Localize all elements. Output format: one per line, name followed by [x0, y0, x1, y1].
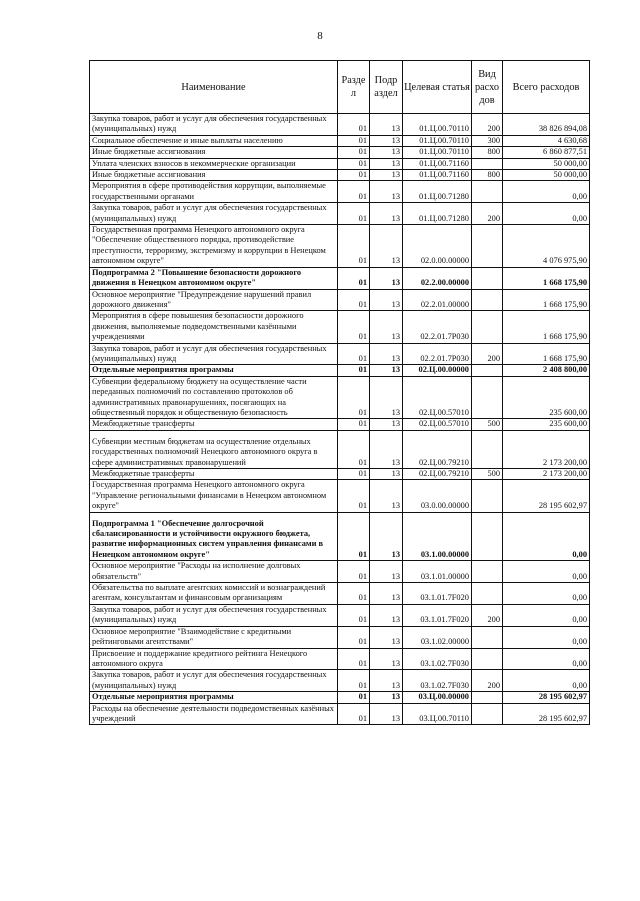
cell-target: 02.Ц.00.79210	[403, 430, 472, 468]
cell-target: 01.Ц.00.70110	[403, 147, 472, 158]
cell-kind	[472, 583, 503, 605]
cell-section: 01	[338, 225, 370, 268]
cell-section: 01	[338, 670, 370, 692]
header-kind: Вид расхо дов	[472, 61, 503, 114]
cell-name: Основное мероприятие "Расходы на исполнение долговых обязательств"	[90, 561, 338, 583]
cell-name: Мероприятия в сфере повышения безопасности дорожного движения, выполняемые подведомственными казёнными учреждениями	[90, 311, 338, 343]
cell-subsection: 13	[370, 430, 403, 468]
cell-section: 01	[338, 626, 370, 648]
cell-section: 01	[338, 343, 370, 365]
cell-total: 0,00	[503, 626, 590, 648]
cell-name: Межбюджетные трансферты	[90, 419, 338, 430]
table-row	[90, 135, 590, 146]
table-row	[90, 626, 590, 648]
table-row	[90, 147, 590, 158]
cell-target: 01.Ц.00.70110	[403, 114, 472, 136]
cell-name: Мероприятия в сфере противодействия коррупции, выполняемые государственными органами	[90, 181, 338, 203]
cell-name: Закупка товаров, работ и услуг для обеспечения государственных (муниципальных) нужд	[90, 343, 338, 365]
cell-target: 03.1.01.00000	[403, 561, 472, 583]
cell-section: 01	[338, 703, 370, 725]
cell-target: 03.1.02.00000	[403, 626, 472, 648]
cell-name: Основное мероприятие "Предупреждение нарушений правил дорожного движения"	[90, 289, 338, 311]
cell-kind	[472, 692, 503, 703]
cell-target: 02.Ц.00.57010	[403, 419, 472, 430]
table-row	[90, 158, 590, 169]
cell-total: 0,00	[503, 561, 590, 583]
table-row	[90, 181, 590, 203]
table-row	[90, 604, 590, 626]
header-total: Всего расходов	[503, 61, 590, 114]
cell-target: 03.1.02.7F030	[403, 670, 472, 692]
table-row	[90, 225, 590, 268]
table-row	[90, 343, 590, 365]
table-row	[90, 114, 590, 136]
cell-section: 01	[338, 170, 370, 181]
cell-subsection: 13	[370, 343, 403, 365]
cell-name: Закупка товаров, работ и услуг для обеспечения государственных (муниципальных) нужд	[90, 670, 338, 692]
cell-kind	[472, 626, 503, 648]
cell-name: Основное мероприятие "Взаимодействие с кредитными рейтинговыми агентствами"	[90, 626, 338, 648]
cell-kind	[472, 267, 503, 289]
cell-subsection: 13	[370, 170, 403, 181]
header-name: Наименование	[90, 61, 338, 114]
cell-total: 1 668 175,90	[503, 267, 590, 289]
cell-subsection: 13	[370, 512, 403, 561]
cell-total: 28 195 602,97	[503, 692, 590, 703]
cell-subsection: 13	[370, 203, 403, 225]
cell-subsection: 13	[370, 225, 403, 268]
cell-target: 03.0.00.00000	[403, 480, 472, 512]
cell-kind: 200	[472, 203, 503, 225]
page-number: 8	[317, 30, 323, 42]
cell-total: 38 826 894,08	[503, 114, 590, 136]
table-row	[90, 561, 590, 583]
cell-total: 1 668 175,90	[503, 289, 590, 311]
cell-name: Отдельные мероприятия программы	[90, 692, 338, 703]
cell-section: 01	[338, 604, 370, 626]
cell-target: 03.1.01.7F020	[403, 583, 472, 605]
cell-target: 03.1.00.00000	[403, 512, 472, 561]
table-row	[90, 267, 590, 289]
cell-kind	[472, 225, 503, 268]
cell-subsection: 13	[370, 583, 403, 605]
header-section: Разде л	[338, 61, 370, 114]
cell-name: Закупка товаров, работ и услуг для обеспечения государственных (муниципальных) нужд	[90, 114, 338, 136]
cell-name: Субвенции местным бюджетам на осуществление отдельных государственных полномочий Ненецкого автономного округа в сфере административных правонарушений	[90, 430, 338, 468]
cell-kind	[472, 648, 503, 670]
cell-total: 0,00	[503, 181, 590, 203]
table-row	[90, 376, 590, 419]
budget-table	[89, 60, 590, 725]
cell-kind	[472, 158, 503, 169]
cell-target: 01.Ц.00.70110	[403, 135, 472, 146]
cell-target: 01.Ц.00.71280	[403, 203, 472, 225]
table-row	[90, 365, 590, 376]
cell-kind: 200	[472, 114, 503, 136]
cell-section: 01	[338, 469, 370, 480]
cell-kind	[472, 311, 503, 343]
cell-target: 01.Ц.00.71280	[403, 181, 472, 203]
cell-target: 02.2.00.00000	[403, 267, 472, 289]
cell-section: 01	[338, 430, 370, 468]
table-row	[90, 480, 590, 512]
cell-name: Отдельные мероприятия программы	[90, 365, 338, 376]
cell-total: 0,00	[503, 604, 590, 626]
cell-kind	[472, 512, 503, 561]
cell-subsection: 13	[370, 670, 403, 692]
cell-target: 03.1.02.7F030	[403, 648, 472, 670]
cell-total: 6 860 877,51	[503, 147, 590, 158]
cell-target: 01.Ц.00.71160	[403, 170, 472, 181]
cell-name: Обязательства по выплате агентских комиссий и вознаграждений агентам, консультантам и финансовым организациям	[90, 583, 338, 605]
cell-section: 01	[338, 583, 370, 605]
table-row	[90, 203, 590, 225]
cell-name: Субвенции федеральному бюджету на осуществление части переданных полномочий по составлению протоколов об административных правонарушениях, посягающих на общественный порядок и общественную безопасность	[90, 376, 338, 419]
table-row	[90, 289, 590, 311]
cell-total: 4 630,68	[503, 135, 590, 146]
cell-total: 28 195 602,97	[503, 480, 590, 512]
cell-name: Государственная программа Ненецкого автономного округа "Обеспечение общественного порядка, противодействие преступности, терроризму, экстремизму и коррупции в Ненецком автономном округе"	[90, 225, 338, 268]
cell-total: 0,00	[503, 583, 590, 605]
cell-section: 01	[338, 648, 370, 670]
cell-kind: 200	[472, 343, 503, 365]
cell-subsection: 13	[370, 376, 403, 419]
cell-kind	[472, 480, 503, 512]
cell-subsection: 13	[370, 311, 403, 343]
cell-total: 235 600,00	[503, 376, 590, 419]
cell-kind: 500	[472, 419, 503, 430]
cell-kind: 800	[472, 147, 503, 158]
cell-name: Государственная программа Ненецкого автономного округа "Управление региональными финансами в Ненецком автономном округе"	[90, 480, 338, 512]
cell-section: 01	[338, 311, 370, 343]
cell-total: 0,00	[503, 203, 590, 225]
cell-total: 2 173 200,00	[503, 469, 590, 480]
cell-target: 02.Ц.00.79210	[403, 469, 472, 480]
table-header-row	[90, 61, 590, 114]
cell-name: Социальное обеспечение и иные выплаты населению	[90, 135, 338, 146]
cell-total: 28 195 602,97	[503, 703, 590, 725]
header-subsection: Подр аздел	[370, 61, 403, 114]
cell-total: 0,00	[503, 512, 590, 561]
cell-section: 01	[338, 203, 370, 225]
cell-subsection: 13	[370, 181, 403, 203]
cell-name: Присвоение и поддержание кредитного рейтинга Ненецкого автономного округа	[90, 648, 338, 670]
cell-total: 50 000,00	[503, 158, 590, 169]
cell-subsection: 13	[370, 703, 403, 725]
cell-target: 02.2.01.7Р030	[403, 311, 472, 343]
cell-total: 2 408 800,00	[503, 365, 590, 376]
cell-name: Расходы на обеспечение деятельности подведомственных казённых учреждений	[90, 703, 338, 725]
cell-kind	[472, 376, 503, 419]
cell-name: Подпрограмма 1 "Обеспечение долгосрочной сбалансированности и устойчивости окружного бюджета, развитие информационных систем управления финансами в Ненецком автономном округе"	[90, 512, 338, 561]
cell-target: 02.0.00.00000	[403, 225, 472, 268]
cell-total: 1 668 175,90	[503, 311, 590, 343]
cell-section: 01	[338, 561, 370, 583]
cell-total: 0,00	[503, 670, 590, 692]
cell-target: 03.Ц.00.00000	[403, 692, 472, 703]
cell-section: 01	[338, 692, 370, 703]
cell-target: 02.2.01.00000	[403, 289, 472, 311]
cell-subsection: 13	[370, 419, 403, 430]
cell-total: 235 600,00	[503, 419, 590, 430]
table-row	[90, 670, 590, 692]
cell-total: 50 000,00	[503, 170, 590, 181]
cell-subsection: 13	[370, 365, 403, 376]
table-row	[90, 419, 590, 430]
cell-subsection: 13	[370, 289, 403, 311]
cell-target: 01.Ц.00.71160	[403, 158, 472, 169]
cell-target: 03.1.01.7F020	[403, 604, 472, 626]
table-row	[90, 583, 590, 605]
cell-name: Закупка товаров, работ и услуг для обеспечения государственных (муниципальных) нужд	[90, 203, 338, 225]
cell-section: 01	[338, 289, 370, 311]
cell-section: 01	[338, 365, 370, 376]
cell-subsection: 13	[370, 469, 403, 480]
table-row	[90, 648, 590, 670]
table-row	[90, 170, 590, 181]
cell-kind	[472, 289, 503, 311]
cell-kind: 200	[472, 604, 503, 626]
cell-subsection: 13	[370, 158, 403, 169]
cell-total: 2 173 200,00	[503, 430, 590, 468]
cell-section: 01	[338, 181, 370, 203]
cell-subsection: 13	[370, 604, 403, 626]
cell-subsection: 13	[370, 147, 403, 158]
cell-kind: 200	[472, 670, 503, 692]
cell-total: 0,00	[503, 648, 590, 670]
cell-subsection: 13	[370, 480, 403, 512]
cell-kind	[472, 430, 503, 468]
cell-target: 02.Ц.00.00000	[403, 365, 472, 376]
cell-total: 1 668 175,90	[503, 343, 590, 365]
cell-subsection: 13	[370, 267, 403, 289]
cell-section: 01	[338, 480, 370, 512]
cell-subsection: 13	[370, 648, 403, 670]
table-row	[90, 311, 590, 343]
cell-section: 01	[338, 376, 370, 419]
table-row	[90, 469, 590, 480]
cell-section: 01	[338, 267, 370, 289]
cell-kind: 800	[472, 170, 503, 181]
cell-target: 02.2.01.7Р030	[403, 343, 472, 365]
cell-subsection: 13	[370, 135, 403, 146]
cell-kind: 300	[472, 135, 503, 146]
cell-total: 4 076 975,90	[503, 225, 590, 268]
cell-section: 01	[338, 147, 370, 158]
cell-name: Закупка товаров, работ и услуг для обеспечения государственных (муниципальных) нужд	[90, 604, 338, 626]
cell-target: 03.Ц.00.70110	[403, 703, 472, 725]
cell-subsection: 13	[370, 114, 403, 136]
table-body	[90, 114, 590, 725]
cell-subsection: 13	[370, 561, 403, 583]
cell-kind: 500	[472, 469, 503, 480]
cell-section: 01	[338, 419, 370, 430]
cell-subsection: 13	[370, 692, 403, 703]
cell-name: Межбюджетные трансферты	[90, 469, 338, 480]
cell-kind	[472, 365, 503, 376]
cell-target: 02.Ц.00.57010	[403, 376, 472, 419]
cell-name: Иные бюджетные ассигнования	[90, 170, 338, 181]
cell-section: 01	[338, 158, 370, 169]
header-target: Целевая статья	[403, 61, 472, 114]
cell-kind	[472, 181, 503, 203]
table-row	[90, 692, 590, 703]
cell-name: Подпрограмма 2 "Повышение безопасности дорожного движения в Ненецком автономном округе"	[90, 267, 338, 289]
table-row	[90, 512, 590, 561]
cell-name: Иные бюджетные ассигнования	[90, 147, 338, 158]
cell-kind	[472, 561, 503, 583]
cell-name: Уплата членских взносов в некоммерческие организации	[90, 158, 338, 169]
cell-kind	[472, 703, 503, 725]
table-row	[90, 703, 590, 725]
cell-section: 01	[338, 135, 370, 146]
cell-section: 01	[338, 512, 370, 561]
table-row	[90, 430, 590, 468]
cell-section: 01	[338, 114, 370, 136]
cell-subsection: 13	[370, 626, 403, 648]
